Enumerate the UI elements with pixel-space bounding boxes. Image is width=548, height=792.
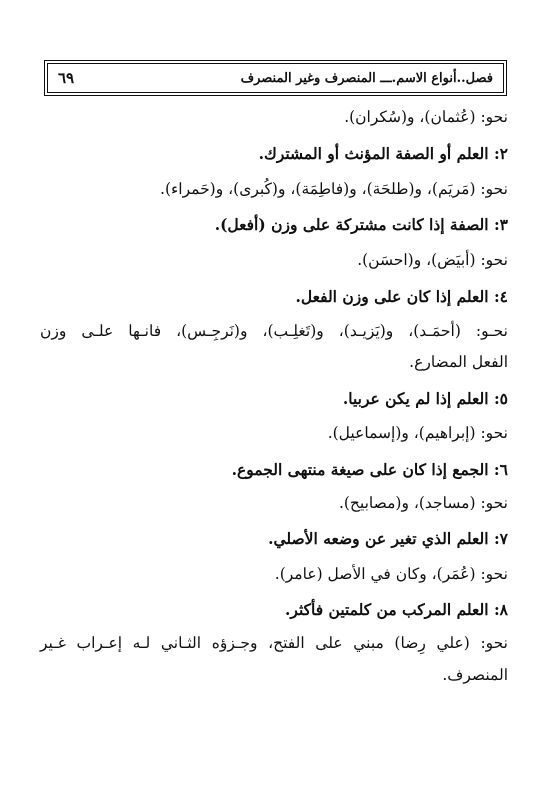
rule-heading: ٧: العلم الذي تغير عن وضعه الأصلي. (268, 529, 508, 548)
example-line: نحو: (أبيَض)، و(احسَن). (357, 251, 508, 269)
example-line: نحو: (عُثمان)، و(سُكران). (344, 108, 508, 126)
page-header (47, 63, 504, 93)
rule-heading: ٥: العلم إذا لم يكن عربيا. (342, 389, 508, 408)
example-line: نحو: (علي رِضا) مبني على الفتح، وجـزؤه الثـاني لـه إعـراب غـير (40, 634, 508, 652)
example-line: نحو: (مساجد)، و(مصابيح). (338, 494, 508, 512)
rule-heading: ٦: الجمع إذا كان على صيغة منتهى الجموع. (231, 460, 508, 479)
example-line-continuation: الفعل المضارع. (409, 353, 508, 371)
example-line-continuation: المنصرف. (442, 666, 508, 684)
rule-heading: ٢: العلم أو الصفة المؤنث أو المشترك. (258, 144, 508, 163)
rule-heading: ٣: الصفة إذا كانت مشتركة على وزن (أفعل). (214, 215, 508, 234)
rule-heading: ٤: العلم إذا كان على وزن الفعل. (295, 287, 508, 306)
example-line: نحـو: (أحمَـد)، و(يَزيـد)، و(تَغلِـب)، و(نَرجِـس)، فانـها علـى وزن (40, 322, 508, 340)
example-line: نحو: (مَريَم)، و(طلحَة)، و(فاطِمَة)، و(كُبرى)، و(حَمراء). (160, 180, 508, 198)
example-line: نحو: (إبراهيم)، و(إسماعيل). (327, 424, 508, 442)
running-head: فصل..أنواع الاسم.ـــ المنصرف وغير المنصرف (240, 70, 493, 86)
page-number: ٦٩ (58, 69, 75, 87)
rule-heading: ٨: العلم المركب من كلمتين فأكثر. (285, 600, 508, 619)
example-line: نحو: (عُمَر)، وكان في الأصل (عامر). (274, 565, 508, 583)
